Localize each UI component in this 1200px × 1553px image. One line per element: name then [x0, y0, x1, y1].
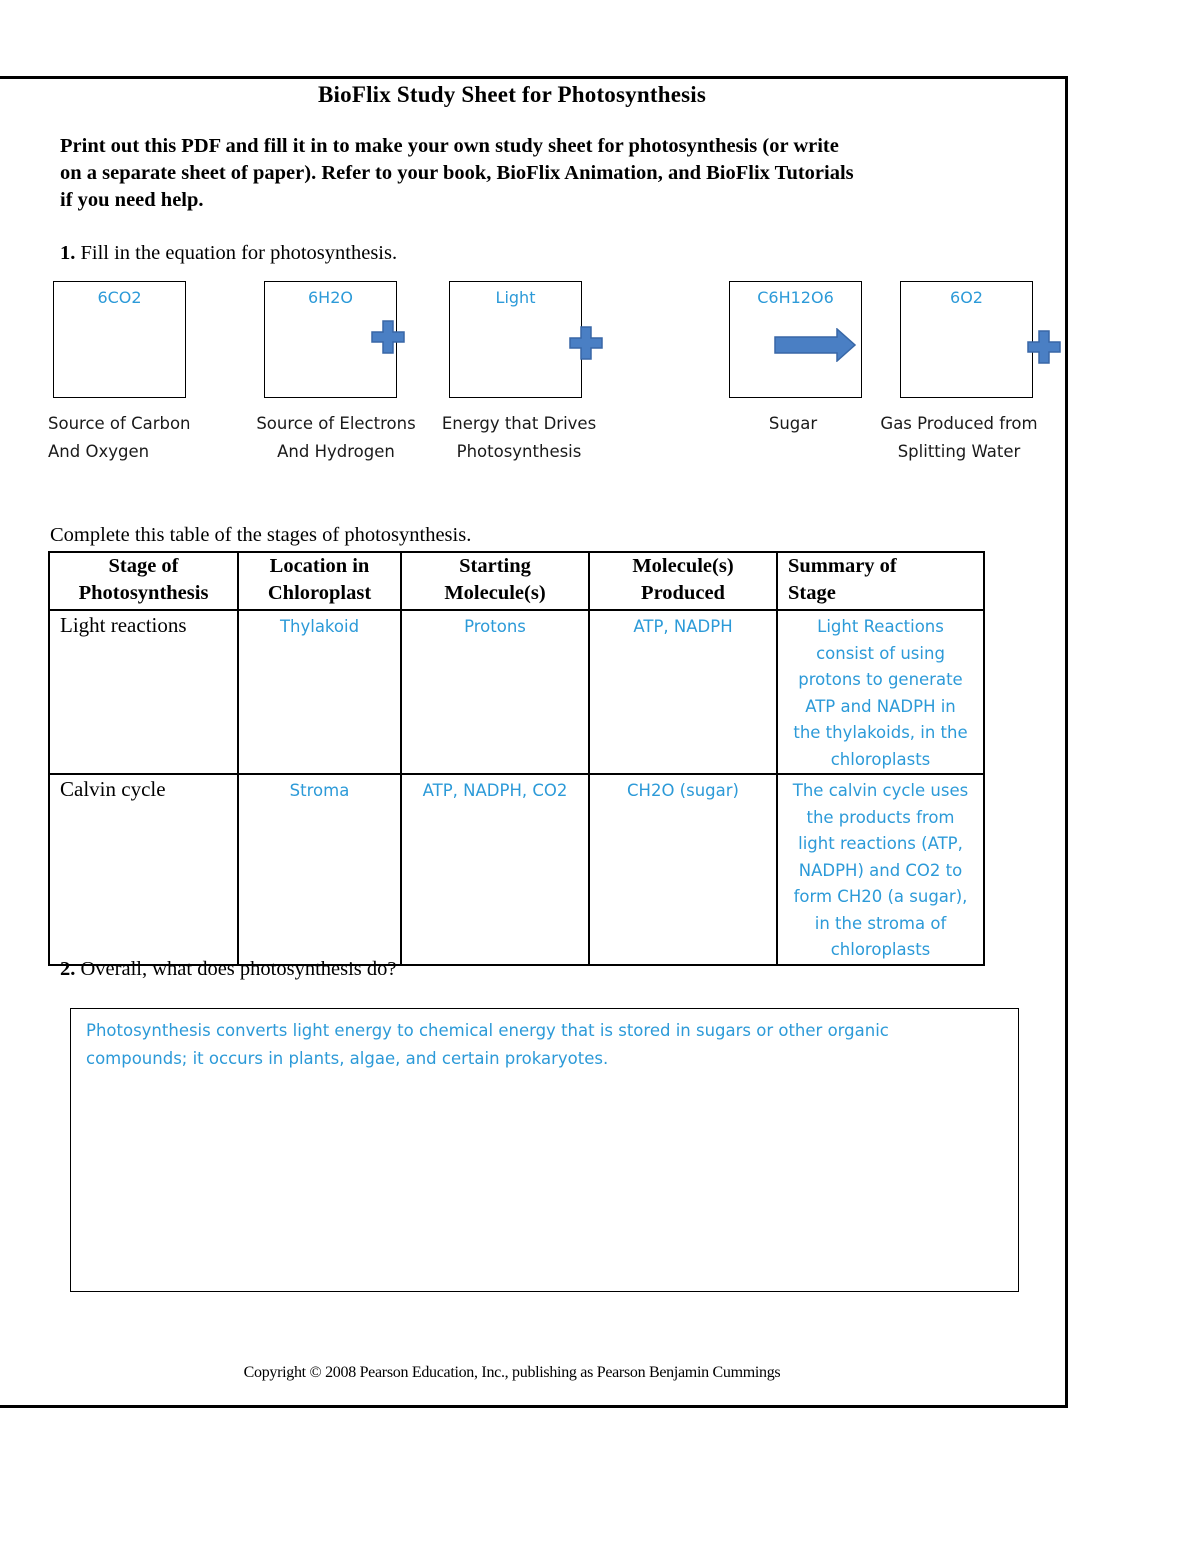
location-cell[interactable]: Thylakoid	[238, 610, 401, 774]
equation-label: Energy that Drives Photosynthesis	[441, 414, 597, 461]
column-header: Summary of Stage	[777, 552, 984, 610]
question-2-number: 2.	[60, 958, 76, 980]
question-2-text: Overall, what does photosynthesis do?	[75, 958, 397, 980]
equation-value: 6H2O	[308, 288, 353, 307]
plus-icon	[1027, 330, 1061, 364]
equation-box-o2[interactable]	[900, 281, 1033, 398]
answer-text: Photosynthesis converts light energy to chemical energy that is stored in sugars or other organic compounds; it occurs in plants, algae, and certain prokaryotes.	[86, 1021, 889, 1068]
equation-label: Source of Carbon And Oxygen	[48, 414, 191, 461]
column-header: Location in Chloroplast	[238, 552, 401, 610]
produced-molecules-cell[interactable]: CH2O (sugar)	[589, 774, 777, 965]
starting-molecules-cell[interactable]: ATP, NADPH, CO2	[401, 774, 589, 965]
stage-name: Light reactions	[49, 610, 238, 774]
intro-text	[60, 133, 990, 214]
table-row	[49, 774, 984, 965]
plus-icon	[371, 320, 405, 354]
question-1	[60, 242, 397, 265]
column-header: Starting Molecule(s)	[401, 552, 589, 610]
table-header-row	[49, 552, 984, 610]
intro-line: on a separate sheet of paper). Refer to your book, BioFlix Animation, and BioFlix Tutorials	[60, 162, 854, 184]
equation-label: Gas Produced from Splitting Water	[880, 414, 1038, 461]
plus-icon	[569, 326, 603, 360]
equation-box-light[interactable]	[449, 281, 582, 398]
yields-arrow-icon	[774, 328, 856, 362]
equation-label: Sugar	[768, 414, 818, 433]
equation-label: Source of Electrons And Hydrogen	[256, 414, 416, 461]
intro-line: Print out this PDF and fill it in to make your own study sheet for photosynthesis (or write	[60, 135, 839, 157]
equation-value: Light	[495, 288, 536, 307]
summary-cell[interactable]: The calvin cycle uses the products from light reactions (ATP, NADPH) and CO2 to form CH20 (a sugar), in the stroma of chloroplasts	[777, 774, 984, 965]
starting-molecules-cell[interactable]: Protons	[401, 610, 589, 774]
column-header: Molecule(s) Produced	[589, 552, 777, 610]
question-1-number: 1.	[60, 242, 76, 264]
stages-table	[48, 551, 985, 966]
equation-box-co2[interactable]	[53, 281, 186, 398]
produced-molecules-cell[interactable]: ATP, NADPH	[589, 610, 777, 774]
copyright-footer: Copyright © 2008 Pearson Education, Inc., publishing as Pearson Benjamin Cummings	[243, 1364, 781, 1381]
equation-value: 6O2	[950, 288, 983, 307]
question-1-text: Fill in the equation for photosynthesis.	[75, 242, 398, 264]
table-caption: Complete this table of the stages of photosynthesis.	[50, 524, 472, 546]
answer-box[interactable]	[70, 1008, 1019, 1292]
summary-cell[interactable]: Light Reactions consist of using protons to generate ATP and NADPH in the thylakoids, in the chloroplasts	[777, 610, 984, 774]
equation-value: 6CO2	[97, 288, 142, 307]
location-cell[interactable]: Stroma	[238, 774, 401, 965]
question-2	[60, 958, 397, 981]
stage-name: Calvin cycle	[49, 774, 238, 965]
column-header: Stage of Photosynthesis	[49, 552, 238, 610]
page-title: BioFlix Study Sheet for Photosynthesis	[318, 82, 706, 107]
equation-value: C6H12O6	[757, 288, 834, 307]
table-row	[49, 610, 984, 774]
intro-line: if you need help.	[60, 189, 204, 211]
